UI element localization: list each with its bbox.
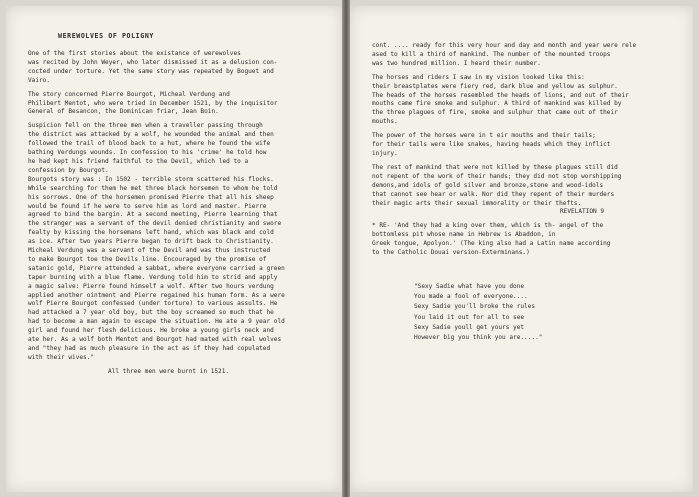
text-line: demons,and idols of gold silver and bronze,stone and wood-idols [372,181,604,189]
text-line: The horses and riders I saw in my vision looked like this: [372,73,585,81]
text-line: Sexy Sadie you'll broke the rules [414,303,536,311]
text-line: taper burning with a blue flame. Verdung told him to strid and apply [28,273,278,281]
text-line: Bourgots story was : In 1502 - terrible storm scattered his flocks. [28,175,274,183]
text-line: The rest of mankind that were not killed by these plagues still did [372,163,618,171]
text-line: Philibert Mentot, who were tried in December 1521, by the inquisitor [28,99,278,107]
text-line: as ice. After two years Pierre began to drift back to Christianity. [28,238,274,246]
text-line: One of the first stories about the existance of werewolves [28,50,241,57]
text-line: wolf Pierre Bourgot confessed (under torture) to various assults. He [28,300,278,308]
closing-line: All three men were burnt in 1521. [108,367,230,375]
text-line: had to become a man again to escape the situation. He ate a 9 year old [28,318,285,326]
text-line: Suspicion fell on the three men when a traveller passing through [28,122,263,130]
right-page [350,6,693,492]
text-line: bathing Verdungs wounds. In confession to his 'crime' he told how [28,149,267,157]
text-line: General of Besancon, the Dominican friar, Jean Boin. [28,108,219,116]
text-line: he had kept his friend faithful to the Devil, which led to a [28,157,249,165]
text-line: a magic salve: Pierre found himself a wolf. After two hours verdung [28,282,274,290]
text-line: Vairo. [28,76,51,84]
text-line: their breastplates were fiery red, dark blue and yellow as sulphur. [372,82,618,90]
text-line: Sexy Sadie youll get yours yet [414,323,525,331]
right-paragraph-3 [372,132,677,159]
text-line: mouths. [372,118,398,126]
text-line: with their wives." [28,353,95,361]
left-page [6,6,342,492]
text-line: their magic arts their sexual immorality or their thefts. [372,199,582,207]
text-line: confession by Bourgot. [28,166,109,174]
text-line: "Sexy Sadie what have you done [414,282,525,290]
text-line: that cannot see hear or walk. Nor did they repent of their murders [372,190,615,198]
text-line: mouths came fire smoke and sulphur. A third of mankind was killed by [372,100,622,108]
text-line: followed the trail of blood back to a hut, where he found the wife [28,140,271,148]
text-line: the district was attacked by a wolf, he wounded the animal and then [28,131,274,139]
text-line: the stranger was a servant of the devil denied christianity and swore [28,220,282,228]
text-line: You made a fool of everyone.... [414,293,528,301]
text-line: would be found if he were to serve him as lord and master. Pierre [28,202,267,210]
text-line: not repent of the work of their hands; they did not stop worshipping [372,172,622,180]
footnote-block [372,222,677,258]
text-line: and "they had as much pleasure in the act as if they had copulated [28,345,271,352]
text-line: had attacked a 7 year old boy, but the boy screamed so much that he [28,309,274,317]
text-line: bottomless pit whose name in Hebrew is Abaddon, in [372,231,556,239]
scripture-reference: REVELATION 9 [560,208,605,216]
book-gutter [342,0,350,497]
text-line: was two hundred million. I heard their number. [372,59,541,67]
text-line: cocted under torture. Yet the same story was repeated by Boguet and [28,67,274,75]
text-line: for their tails were like snakes, having heads which they inflict [372,141,611,149]
text-line: ate her. As a wolf both Mentot and Bourgot had mated with real wolves [28,336,282,344]
text-line: was recited by John Weyer, who later dismissed it as a delusion con- [28,58,278,66]
text-line: applied another ointment and Pierre regained his human form. As a were [28,291,285,299]
text-line: fealty by kissing the horsemans left hand, which was black and cold [28,229,274,237]
right-paragraph-4 [372,164,677,209]
text-line: agreed to bind the bargin. At a second meeting, Pierre learning that [28,211,278,219]
right-paragraph-1 [372,42,677,69]
text-line: to make Bourgot toe the Devils line. Encouraged by the promise of [28,255,267,263]
text-line: to the Catholic Douai version-Exterminans.) [372,249,530,257]
text-line: You laid it out for all to see [414,313,525,321]
text-line: the three plagues of fire, smoke and sulphur that came out of their [372,109,618,117]
text-line: injury. [372,149,398,157]
text-line: The story concerned Pierre Bourgot, Micheal Verdung and [28,90,230,98]
text-line: The heads of the horses resembled the heads of lions, and out of their [372,91,629,99]
text-line: Greek tongue, Apolyon.' (The king also had a Latin name according [372,240,611,248]
right-paragraph-2 [372,74,677,127]
text-line: ased to kill a third of mankind. The number of the mounted troops [372,50,611,58]
text-line: satanic gold, Pierre attended a sabbat, where everyone carried a green [28,264,285,272]
text-line: * RE- 'And they had a king over them, which is th- angel of the [372,222,604,230]
page-title: WEREWOLVES OF POLIGNY [58,32,154,40]
text-line: Micheal Verdung was a servant of the Devil and was thus instructed [28,247,271,255]
left-column [28,32,328,377]
song-lyrics [372,282,677,343]
text-line: The power of the horses were in t eir mouths and their tails; [372,132,596,140]
left-body-text [28,50,328,363]
text-line: While searching for them he met three black horsemen to whom he told [28,184,278,192]
text-line: cont. .... ready for this very hour and day and month and year were rele [372,42,637,49]
text-line: his sorrows. One of the horsemen promised Pierre that all his sheep [28,193,274,201]
text-line: However big you think you are....." [414,333,543,341]
text-line: girl and found her flesh delicious. He broke a young girls neck and [28,327,274,335]
right-column [372,42,677,343]
